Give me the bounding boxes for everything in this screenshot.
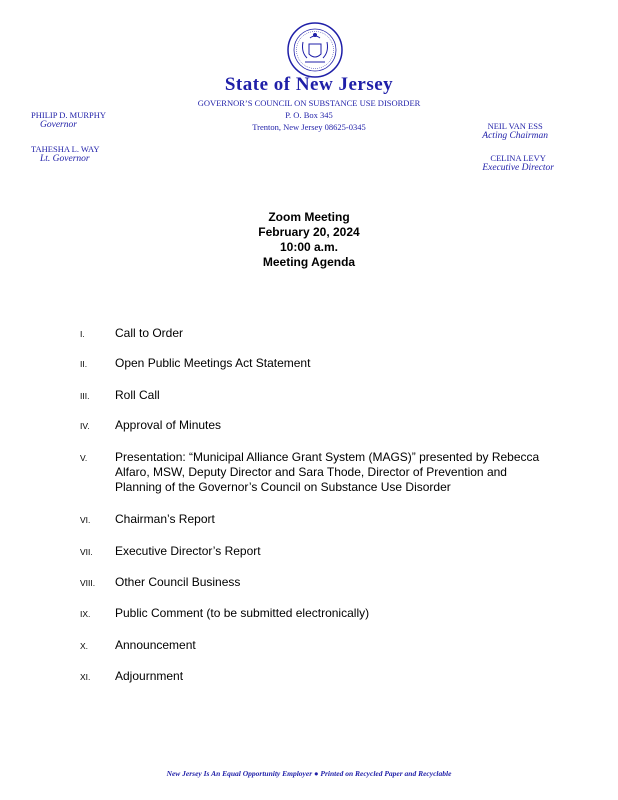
- agenda-numeral: XI.: [80, 672, 91, 682]
- agenda-text: Open Public Meetings Act Statement: [115, 356, 311, 370]
- agenda-text: Public Comment (to be submitted electronically): [115, 606, 370, 620]
- agenda-text: Chairman’s Report: [115, 512, 215, 526]
- agenda-numeral: IX.: [80, 609, 91, 619]
- city-address: Trenton, New Jersey 08625-0345: [252, 122, 366, 132]
- chairman-block: [482, 121, 548, 141]
- director-name: CELINA LEVY: [490, 153, 546, 163]
- state-seal-icon: [287, 22, 343, 78]
- agenda-numeral: VIII.: [80, 578, 96, 588]
- director-block: [482, 153, 554, 173]
- agenda-text: Call to Order: [115, 326, 184, 340]
- meeting-type: Zoom Meeting: [268, 210, 350, 224]
- lt-governor-name: TAHESHA L. WAY: [31, 144, 100, 154]
- agenda-numeral: X.: [80, 641, 89, 651]
- footer-note: New Jersey Is An Equal Opportunity Employer ● Printed on Recycled Paper and Recyclable: [166, 769, 452, 778]
- agenda-numeral: III.: [80, 391, 90, 401]
- chairman-name: NEIL VAN ESS: [487, 121, 543, 131]
- lt-governor-title: Lt. Governor: [40, 154, 90, 164]
- agenda-text: Presentation: “Municipal Alliance Grant System (MAGS)” presented by Rebecca Alfaro, MSW, Deputy Director and Sara Thode, Director of Prevention and Planning of the Governor’s Council on Substance Use Disorder: [115, 450, 540, 494]
- meeting-date: February 20, 2024: [258, 225, 360, 239]
- agenda-heading: Meeting Agenda: [262, 255, 356, 269]
- agenda-text: Executive Director’s Report: [115, 544, 261, 558]
- director-title: Executive Director: [482, 163, 554, 173]
- agenda-numeral: I.: [80, 329, 85, 339]
- agenda-text: Roll Call: [115, 388, 160, 402]
- governor-name: PHILIP D. MURPHY: [31, 110, 107, 120]
- agenda-numeral: V.: [80, 453, 88, 463]
- po-box: P. O. Box 345: [285, 110, 333, 120]
- lt-governor-block: [31, 144, 100, 164]
- agenda-text: Other Council Business: [115, 575, 241, 589]
- agenda-numeral: IV.: [80, 421, 90, 431]
- agenda-text: Approval of Minutes: [115, 418, 222, 432]
- chairman-title: Acting Chairman: [482, 131, 548, 141]
- governor-title: Governor: [40, 120, 77, 130]
- meeting-time: 10:00 a.m.: [279, 240, 339, 254]
- agenda-text: Adjournment: [115, 669, 184, 683]
- agenda-numeral: II.: [80, 359, 88, 369]
- agenda-numeral: VII.: [80, 547, 93, 557]
- state-name-title: State of New Jersey: [224, 74, 394, 95]
- agenda-text: Announcement: [115, 638, 196, 652]
- governor-block: [31, 110, 106, 130]
- meeting-header: [0, 210, 618, 270]
- council-name: GOVERNOR’S COUNCIL ON SUBSTANCE USE DISORDER: [197, 98, 421, 108]
- agenda-numeral: VI.: [80, 515, 91, 525]
